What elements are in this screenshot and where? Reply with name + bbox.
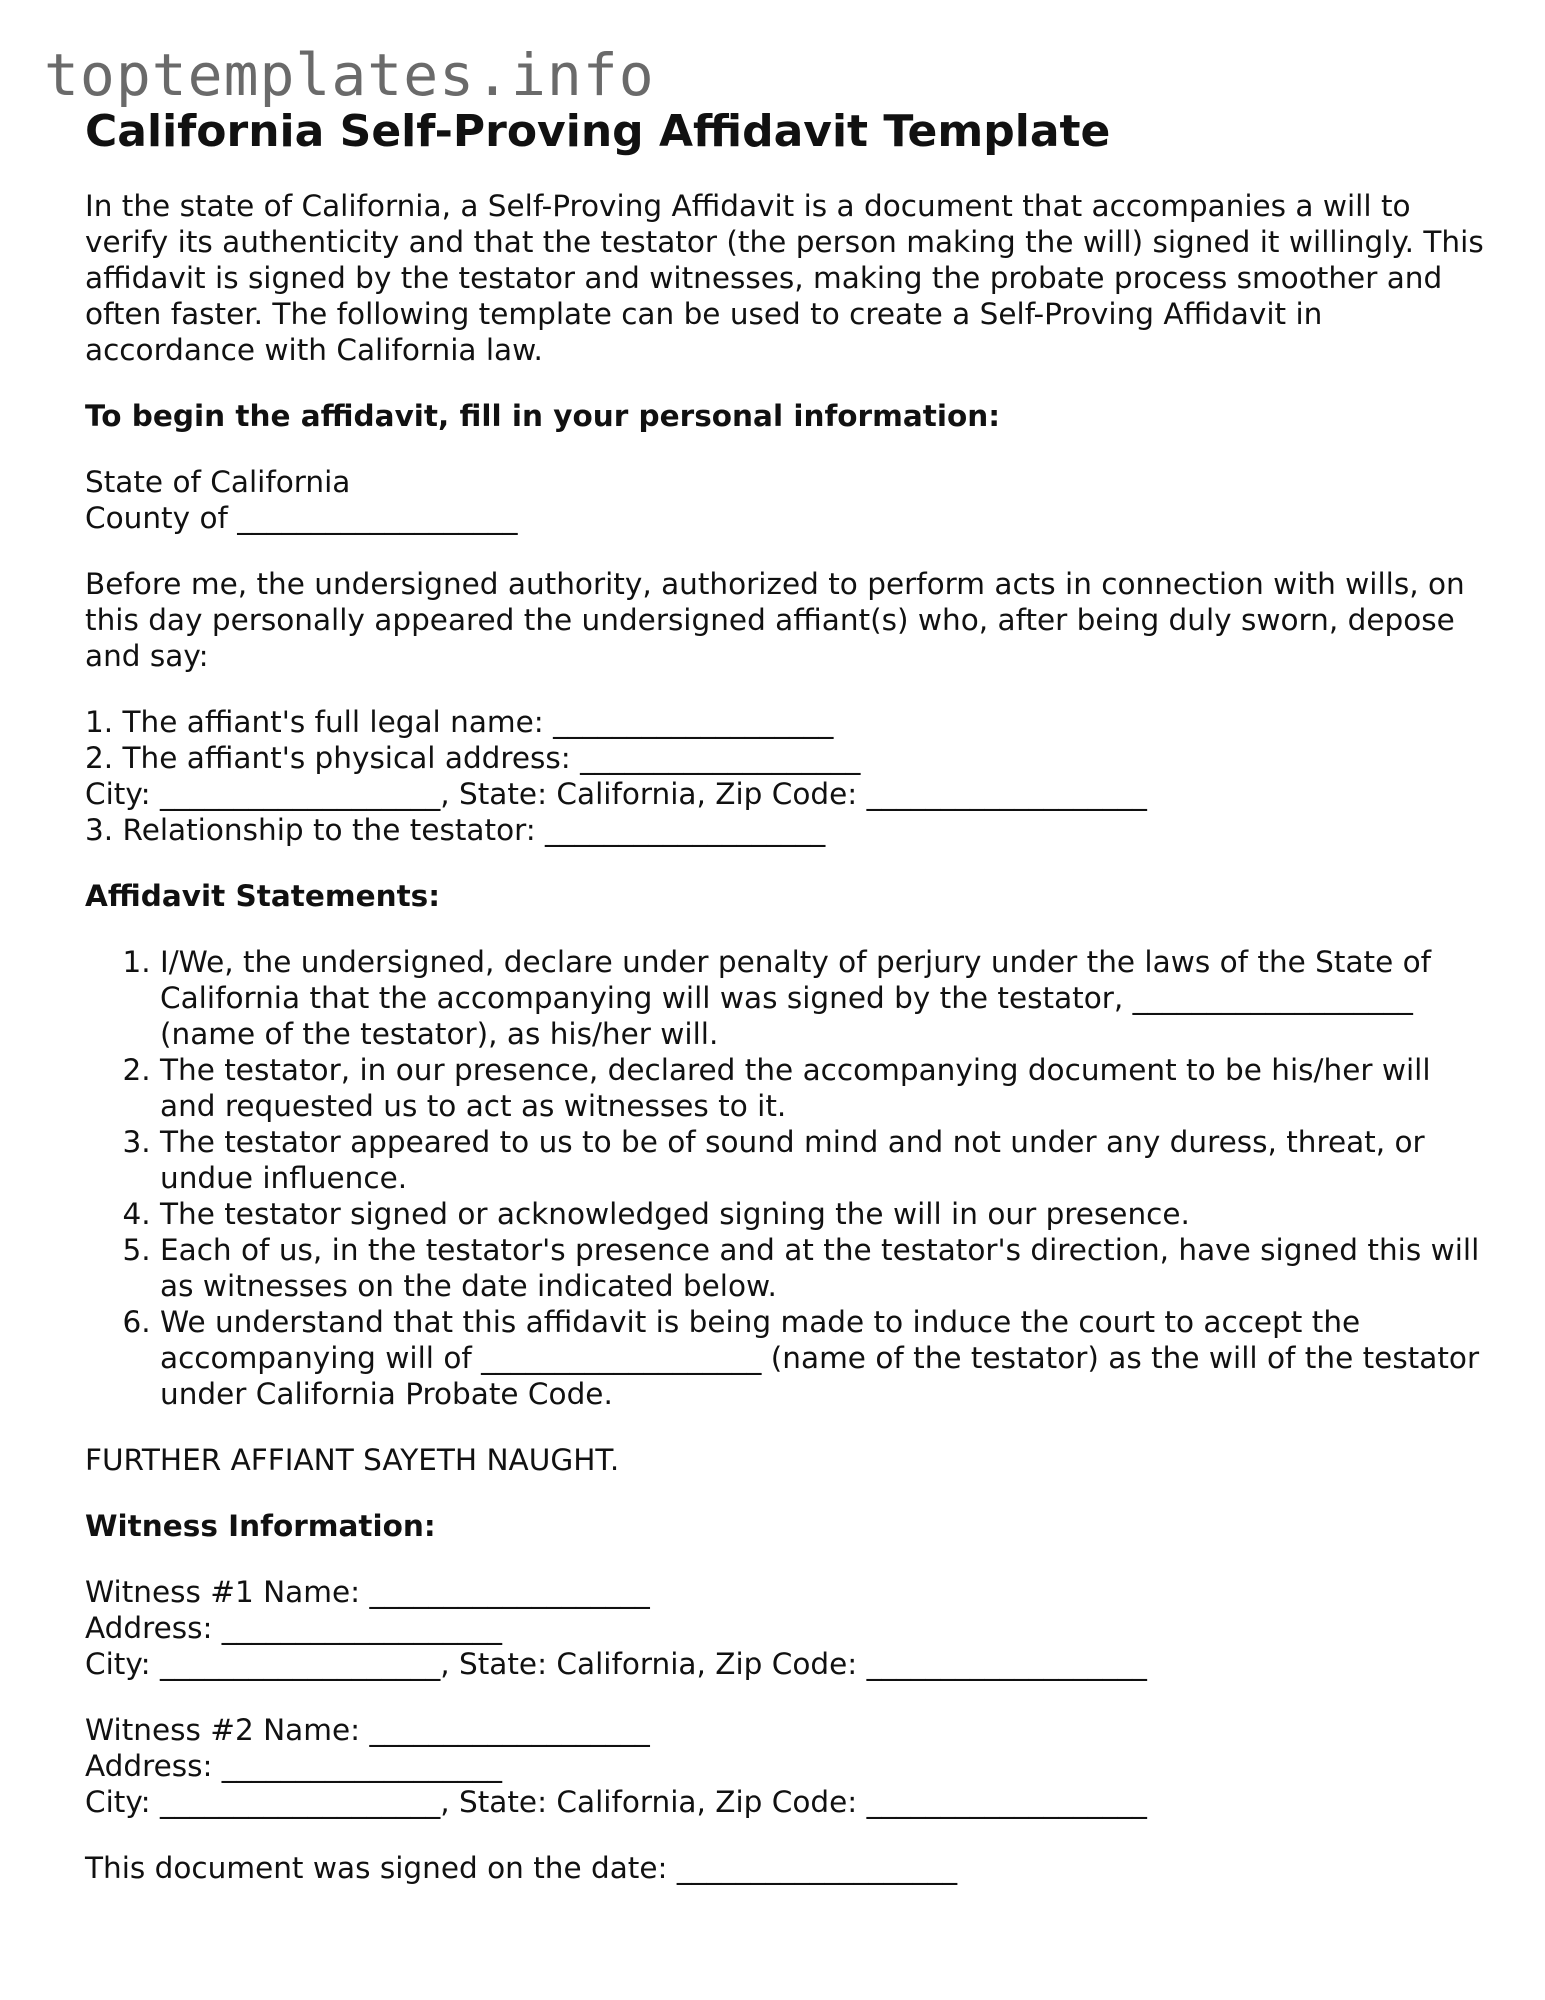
statement-item: 4. The testator signed or acknowledged signing the will in our presence. [160, 1196, 1485, 1232]
witness-2-city-field: City: ___________________, State: California, Zip Code: ___________________ [85, 1785, 1147, 1819]
page-title: California Self-Proving Affidavit Template [85, 106, 1111, 157]
witness-1-address-field: Address: ___________________ [85, 1611, 503, 1645]
affiant-fields [85, 704, 1485, 848]
affiant-name-field: 1. The affiant's full legal name: ___________________ [85, 705, 834, 739]
document-body [85, 104, 1485, 1916]
witness-1-name-field: Witness #1 Name: ___________________ [85, 1575, 650, 1609]
witness-1-block [85, 1574, 1485, 1682]
witness-2-name-field: Witness #2 Name: ___________________ [85, 1713, 650, 1747]
statements-list [85, 944, 1485, 1412]
witness-2-block [85, 1712, 1485, 1820]
preamble-paragraph: Before me, the undersigned authority, authorized to perform acts in connection with wills, on this day personally appeared the undersigned affiant(s) who, after being duly sworn, depose and say: [85, 567, 1465, 673]
intro-paragraph: In the state of California, a Self-Proving Affidavit is a document that accompanies a will to verify its authenticity and that the testator (the person making the will) signed it willingly. This affidavit is signed by the testator and witnesses, making the probate process smoother and often faster. The following template can be used to create a Self-Proving Affidavit in accordance with California law. [85, 189, 1484, 367]
closing-line: FURTHER AFFIANT SAYETH NAUGHT. [85, 1443, 620, 1477]
signed-date-field: This document was signed on the date: ___________________ [85, 1851, 958, 1885]
watermark: toptemplates.info [44, 41, 655, 109]
statement-item: 2. The testator, in our presence, declared the accompanying document to be his/her will and requested us to act as witnesses to it. [160, 1052, 1485, 1124]
affiant-relationship-field: 3. Relationship to the testator: ___________________ [85, 813, 826, 847]
witness-2-address-field: Address: ___________________ [85, 1749, 503, 1783]
witness-heading: Witness Information: [85, 1509, 436, 1543]
statement-item: 1. I/We, the undersigned, declare under penalty of perjury under the laws of the State of California that the accompanying will was signed by the testator, ___________________ (name of the testator), as his/her will. [160, 944, 1485, 1052]
statements-heading: Affidavit Statements: [85, 879, 441, 913]
venue-county: County of ___________________ [85, 501, 518, 535]
personal-info-heading: To begin the affidavit, fill in your personal information: [85, 399, 1001, 433]
statement-item: 6. We understand that this affidavit is being made to induce the court to accept the accompanying will of ___________________ (name of the testator) as the will of the testator under California Probate Code. [160, 1304, 1485, 1412]
statement-item: 5. Each of us, in the testator's presence and at the testator's direction, have signed this will as witnesses on the date indicated below. [160, 1232, 1485, 1304]
witness-1-city-field: City: ___________________, State: California, Zip Code: ___________________ [85, 1647, 1147, 1681]
venue-block [85, 464, 1485, 536]
statement-item: 3. The testator appeared to us to be of sound mind and not under any duress, threat, or undue influence. [160, 1124, 1485, 1196]
affiant-city-field: City: ___________________, State: California, Zip Code: ___________________ [85, 777, 1147, 811]
affiant-address-field: 2. The affiant's physical address: ___________________ [85, 741, 861, 775]
venue-state: State of California [85, 465, 351, 499]
